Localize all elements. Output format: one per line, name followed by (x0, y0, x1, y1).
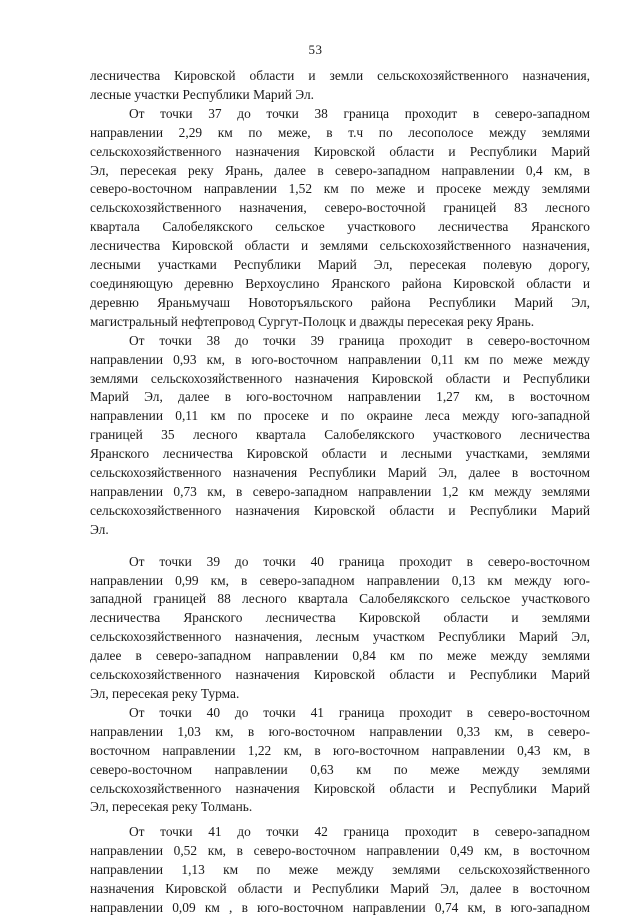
text-line: направлении 0,52 км, в северо-восточном направлении 0,49 км, в восточном (90, 843, 590, 859)
text-line: От точки 41 до точки 42 граница проходит в северо-западном (129, 824, 590, 840)
paragraph-gap (90, 540, 590, 553)
text-line: северо-восточном направлении 0,63 км по меже между землями (90, 761, 590, 777)
text-line: сельскохозяйственного назначения Кировской области и Республики Марий (90, 502, 590, 518)
body-text (90, 67, 590, 918)
paragraph-continuation (90, 67, 590, 105)
text-line: сельскохозяйственного назначения Кировской области и Республики Марий (90, 780, 590, 796)
text-line: лесничества Кировской области и земли сельскохозяйственного назначения, (90, 68, 590, 83)
text-line: сельскохозяйственного назначения Республики Марий Эл, далее в восточном (90, 465, 590, 481)
text-line: сельскохозяйственного назначения, лесным участком Республики Марий Эл, (90, 629, 590, 645)
text-line: восточном направлении 1,22 км, в юго-восточном направлении 0,43 км, в (90, 742, 590, 758)
text-line: направлении 0,73 км, в северо-западном направлении 1,2 км между землями (90, 483, 590, 499)
paragraph-point-40-41 (90, 704, 590, 817)
text-line: От точки 37 до точки 38 граница проходит в северо-западном (129, 105, 590, 121)
text-line: западной границей 88 лесного квартала Салобелякского сельское участкового (90, 591, 590, 607)
text-line: сельскохозяйственного назначения Кировской области и Республики Марий (90, 143, 590, 159)
text-line: направлении 0,09 км , в юго-восточном направлении 0,74 км, в юго-западном (90, 899, 590, 915)
text-line: направлении 0,99 км, в северо-западном направлении 0,13 км между юго- (90, 572, 590, 588)
text-line: направлении 0,93 км, в юго-восточном направлении 0,11 км по меже между (90, 351, 590, 367)
text-line: Яранского лесничества Кировской области и лесными участками, землями (90, 446, 590, 462)
text-line: квартала Салобелякского сельское участкового лесничества Яранского (90, 219, 590, 235)
text-line: направлении 1,13 км по меже между землями сельскохозяйственного (90, 862, 590, 878)
text-line: Эл, пересекая реку Турма. (90, 686, 240, 701)
paragraph-point-38-39 (90, 332, 590, 540)
text-line: направлении 2,29 км по меже, в т.ч по лесополосе между землями (90, 124, 590, 140)
text-line: лесные участки Республики Марий Эл. (90, 86, 314, 102)
text-line: сельскохозяйственного назначения Кировской области и Республики Марий (90, 667, 590, 683)
text-line: соединяющую деревню Верхоуслино Яранского района Кировской области и (90, 275, 590, 291)
text-line: Марий Эл, далее в юго-восточном направлении 1,27 км, в восточном (90, 389, 590, 405)
text-line: Эл. (90, 521, 109, 537)
text-line: Эл, пересекая реку Ярань, далее в северо-западном направлении 0,4 км, в (90, 162, 590, 178)
text-line: назначения Кировской области и Республики Марий Эл, далее в восточном (90, 881, 590, 897)
text-line: От точки 38 до точки 39 граница проходит в северо-восточном (129, 332, 590, 348)
text-line: границей 35 лесного квартала Салобелякского участкового лесничества (90, 427, 590, 443)
text-line: Эл, пересекая реку Толмань. (90, 799, 253, 815)
text-line: лесными участками Республики Марий Эл, пересекая полевую дорогу, (90, 257, 590, 273)
text-line: далее в северо-западном направлении 0,84 км по меже между землями (90, 648, 590, 664)
text-line: От точки 39 до точки 40 граница проходит в северо-восточном (129, 553, 590, 569)
text-line: деревню Яраньмучаш Новоторъяльского района Республики Марий Эл, (90, 294, 590, 310)
paragraph-point-39-40 (90, 553, 590, 704)
text-line: От точки 40 до точки 41 граница проходит в северо-восточном (129, 704, 590, 720)
paragraph-point-37-38 (90, 105, 590, 332)
text-line: лесничества Яранского лесничества Кировской области и землями (90, 610, 590, 626)
text-line: северо-восточном направлении 1,52 км по меже и просеке между землями (90, 181, 590, 197)
page-number: 53 (308, 42, 323, 57)
text-line: направлении 0,11 км по просеке и по окраине леса между юго-западной (90, 408, 590, 424)
paragraph-point-41-42 (90, 823, 590, 918)
text-line: магистральный нефтепровод Сургут-Полоцк и дважды пересекая реку Ярань. (90, 313, 535, 329)
text-line: землями сельскохозяйственного назначения Кировской области и Республики (90, 370, 590, 386)
text-line: направлении 1,03 км, в юго-восточном направлении 0,33 км, в северо- (90, 723, 590, 739)
text-line: сельскохозяйственного назначения, северо-восточной границей 83 лесного (90, 200, 590, 216)
text-line: лесничества Кировской области и землями сельскохозяйственного назначения, (90, 238, 590, 254)
